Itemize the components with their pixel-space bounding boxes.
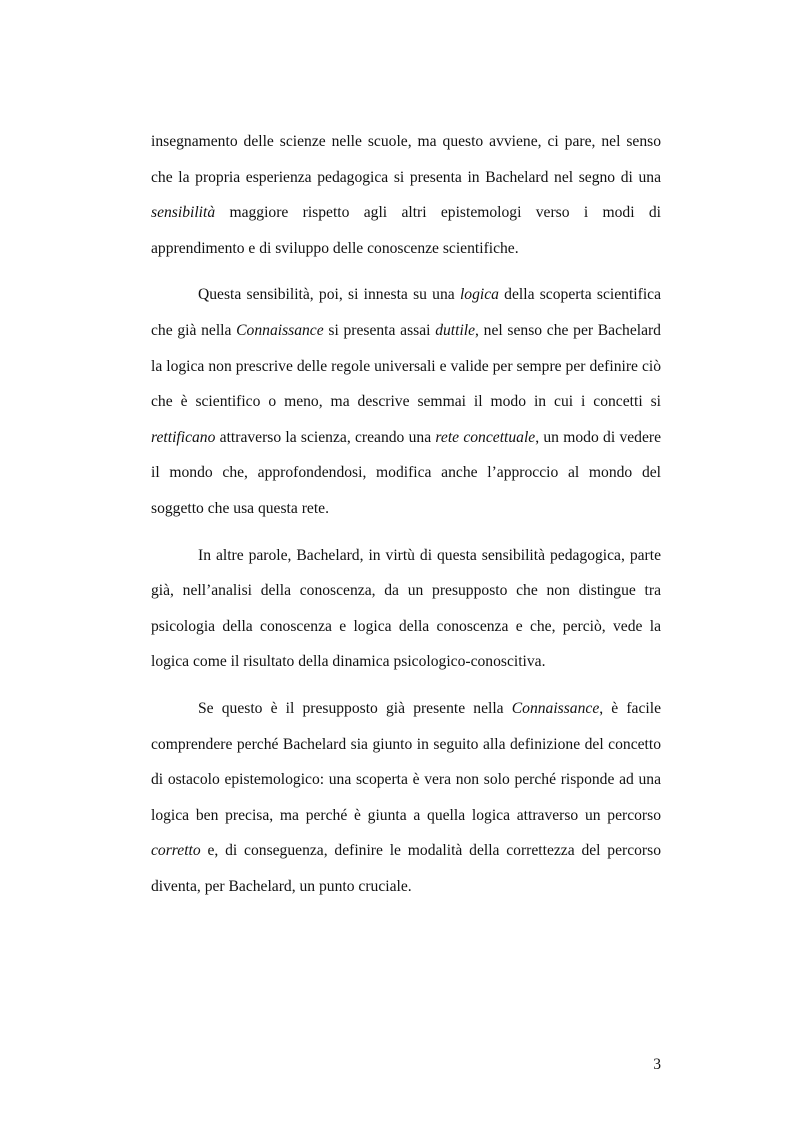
p4-text-2: , è facile comprendere perché Bachelard sia giunto in seguito alla definizione del concetto di ostacolo epistemologico: una scoperta è vera non solo perché risponde ad una logica ben precisa, ma perché è giunta a quella logica attraverso un percorso [151,699,661,824]
p2-italic-rettificano: rettificano [151,428,216,446]
paragraph-2 [151,277,661,526]
p2-text-4: , nel senso che per Bachelard la logica non prescrive delle regole universali e valide per sempre per definire ciò che è scientifico o meno, ma descrive semmai il modo in cui i concetti si [151,321,661,411]
p2-text-5: attraverso la scienza, creando una [215,428,436,446]
p2-text-2: della scoperta scientifica che già nella [151,286,662,339]
p4-text-1: Se questo è il presupposto già presente nella [198,699,512,717]
p2-text-3: si presenta assai [323,321,436,339]
paragraph-1 [151,124,661,266]
paragraph-4 [151,691,661,905]
page-number: 3 [653,1056,661,1073]
p2-text-6: , un modo di vedere il mondo che, approfondendosi, modifica anche l’approccio al mondo del soggetto che usa questa rete. [151,428,661,517]
p2-italic-duttile: duttile [435,321,476,339]
p2-italic-logica: logica [459,286,499,304]
document-page [151,124,661,904]
p4-italic-connaissance: Connaissance [511,699,600,717]
p1-text-1: insegnamento delle scienze nelle scuole, ma questo avviene, ci pare, nel senso che la propria esperienza pedagogica si presenta in Bachelard nel segno di una [151,133,661,186]
p2-text-1: Questa sensibilità, poi, si innesta su una [198,286,460,304]
p2-italic-connaissance: Connaissance [236,321,324,339]
p4-text-3: e, di conseguenza, definire le modalità della correttezza del percorso diventa, per Bachelard, un punto cruciale. [151,842,661,895]
p1-text-2: maggiore rispetto agli altri epistemologi verso i modi di apprendimento e di sviluppo delle conoscenze scientifiche. [151,204,661,257]
paragraph-3 [151,538,661,680]
p1-italic-sensibilita: sensibilità [151,204,216,222]
p3-text-1: In altre parole, Bachelard, in virtù di questa sensibilità pedagogica, parte già, nell’analisi della conoscenza, da un presupposto che non distingue tra psicologia della conoscenza e logica della conoscenza e che, perciò, vede la logica come il risultato della dinamica psicologico-conoscitiva. [151,546,661,671]
p4-italic-corretto: corretto [151,842,201,860]
p2-italic-rete-concettuale: rete concettuale [435,428,536,446]
